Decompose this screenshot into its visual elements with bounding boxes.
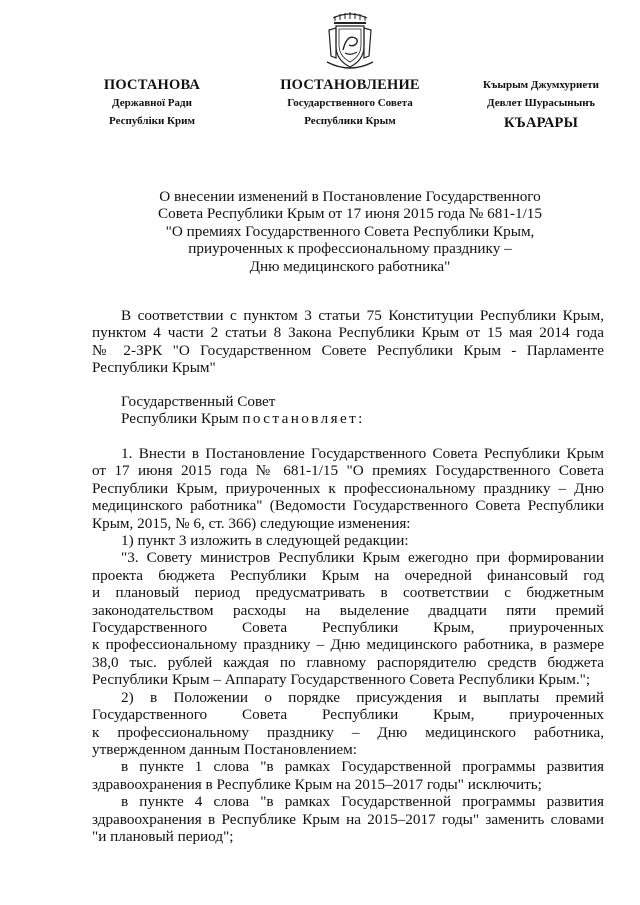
text-line: 2) в Положении о порядке присуждения и выплаты премий: [121, 688, 604, 706]
header-crimean-tatar: [466, 76, 616, 132]
header-crimean-tatar-line1: Къырым Джумхуриети: [483, 79, 599, 91]
title-line: "О премиях Государственного Совета Республики Крым,: [165, 222, 535, 240]
text-line: [92, 410, 604, 427]
text-line: к профессиональному празднику – Дню медицинского работника, в размере: [92, 636, 604, 654]
crimea-coat-of-arms-icon: [325, 12, 375, 70]
text-line: проекта бюджета Республики Крым на очередной финансовый год: [92, 566, 604, 584]
header-crimean-tatar-title: КЪАРАРЫ: [503, 115, 579, 131]
header-ukrainian: [82, 76, 222, 130]
header-ukrainian-line1: Державної Ради: [112, 97, 192, 109]
text-line: и плановый период предусматривать в соответствии с бюджетным: [92, 584, 604, 602]
text-line: Республики Крым, приуроченных к профессиональному празднику – Дню: [92, 479, 604, 497]
text-line: 1. Внести в Постановление Государственного Совета Республики Крым: [121, 445, 604, 462]
text-line: утвержденном данным Постановлением:: [92, 740, 357, 758]
title-line: приуроченных к профессиональному празднику –: [188, 240, 512, 258]
text-line: "и плановый период";: [92, 827, 234, 845]
preamble-paragraph: [92, 307, 604, 377]
text-line: 1) пункт 3 изложить в следующей редакции:: [121, 532, 409, 550]
text-line: Государственный Совет: [121, 393, 276, 410]
header-russian-title: ПОСТАНОВЛЕНИЕ: [280, 77, 420, 93]
document-title: [120, 188, 580, 275]
title-line: Дню медицинского работника": [249, 257, 451, 275]
text-line: законодательством расходы на выделение двадцати пяти премий: [92, 601, 604, 619]
text-line: "3. Совету министров Республики Крым ежегодно при формировании: [121, 549, 604, 567]
header-russian-line2: Республики Крым: [304, 115, 396, 127]
text-line: Государственного Совета Республики Крым, приуроченных: [92, 706, 604, 724]
text-line: Республики Крым – Аппарату Государственного Совета Республики Крым.";: [92, 671, 591, 689]
council-resolves: [92, 393, 604, 428]
item-1-paragraph: [92, 445, 604, 845]
text-line: к профессиональному празднику – Дню медицинского работника,: [92, 723, 604, 741]
council-name: Республики Крым: [121, 410, 243, 428]
text-line: в пункте 1 слова "в рамках Государственной программы развития: [121, 758, 604, 776]
header-russian-line1: Государственного Совета: [287, 97, 413, 109]
text-line: Государственного Совета Республики Крым, приуроченных: [92, 619, 604, 637]
text-line: 38,0 тыс. рублей каждая по главному распорядителю средств бюджета: [92, 653, 604, 671]
text-line: от 17 июня 2015 года № 681-1/15 "О премиях Государственного Совета: [92, 462, 604, 480]
header-russian: [262, 76, 438, 130]
header-crimean-tatar-line2: Девлет Шурасынынъ: [487, 97, 595, 109]
text-line: Республики Крым": [92, 359, 216, 377]
text-line: здравоохранения в Республике Крым на 2015–2017 годы" заменить словами: [92, 810, 604, 828]
text-line: № 2-ЗРК "О Государственном Совете Республики Крым - Парламенте: [92, 341, 604, 359]
title-line: О внесении изменений в Постановление Государственного: [159, 188, 541, 205]
title-line: Совета Республики Крым от 17 июня 2015 года № 681-1/15: [158, 205, 542, 223]
text-line: Крым, 2015, № 6, ст. 366) следующие изменения:: [92, 514, 411, 532]
text-line: медицинского работника" (Ведомости Государственного Совета Республики: [92, 497, 604, 515]
resolves-word: постановляет:: [242, 410, 365, 428]
header-ukrainian-line2: Республіки Крим: [109, 115, 195, 127]
text-line: В соответствии с пунктом 3 статьи 75 Конституции Республики Крым,: [121, 307, 604, 324]
text-line: в пункте 4 слова "в рамках Государственной программы развития: [121, 793, 604, 811]
header-ukrainian-title: ПОСТАНОВА: [103, 77, 201, 93]
text-line: пунктом 4 части 2 статьи 8 Закона Республики Крым от 15 мая 2014 года: [92, 324, 604, 342]
text-line: здравоохранения в Республике Крым на 2015–2017 годы" исключить;: [92, 775, 542, 793]
